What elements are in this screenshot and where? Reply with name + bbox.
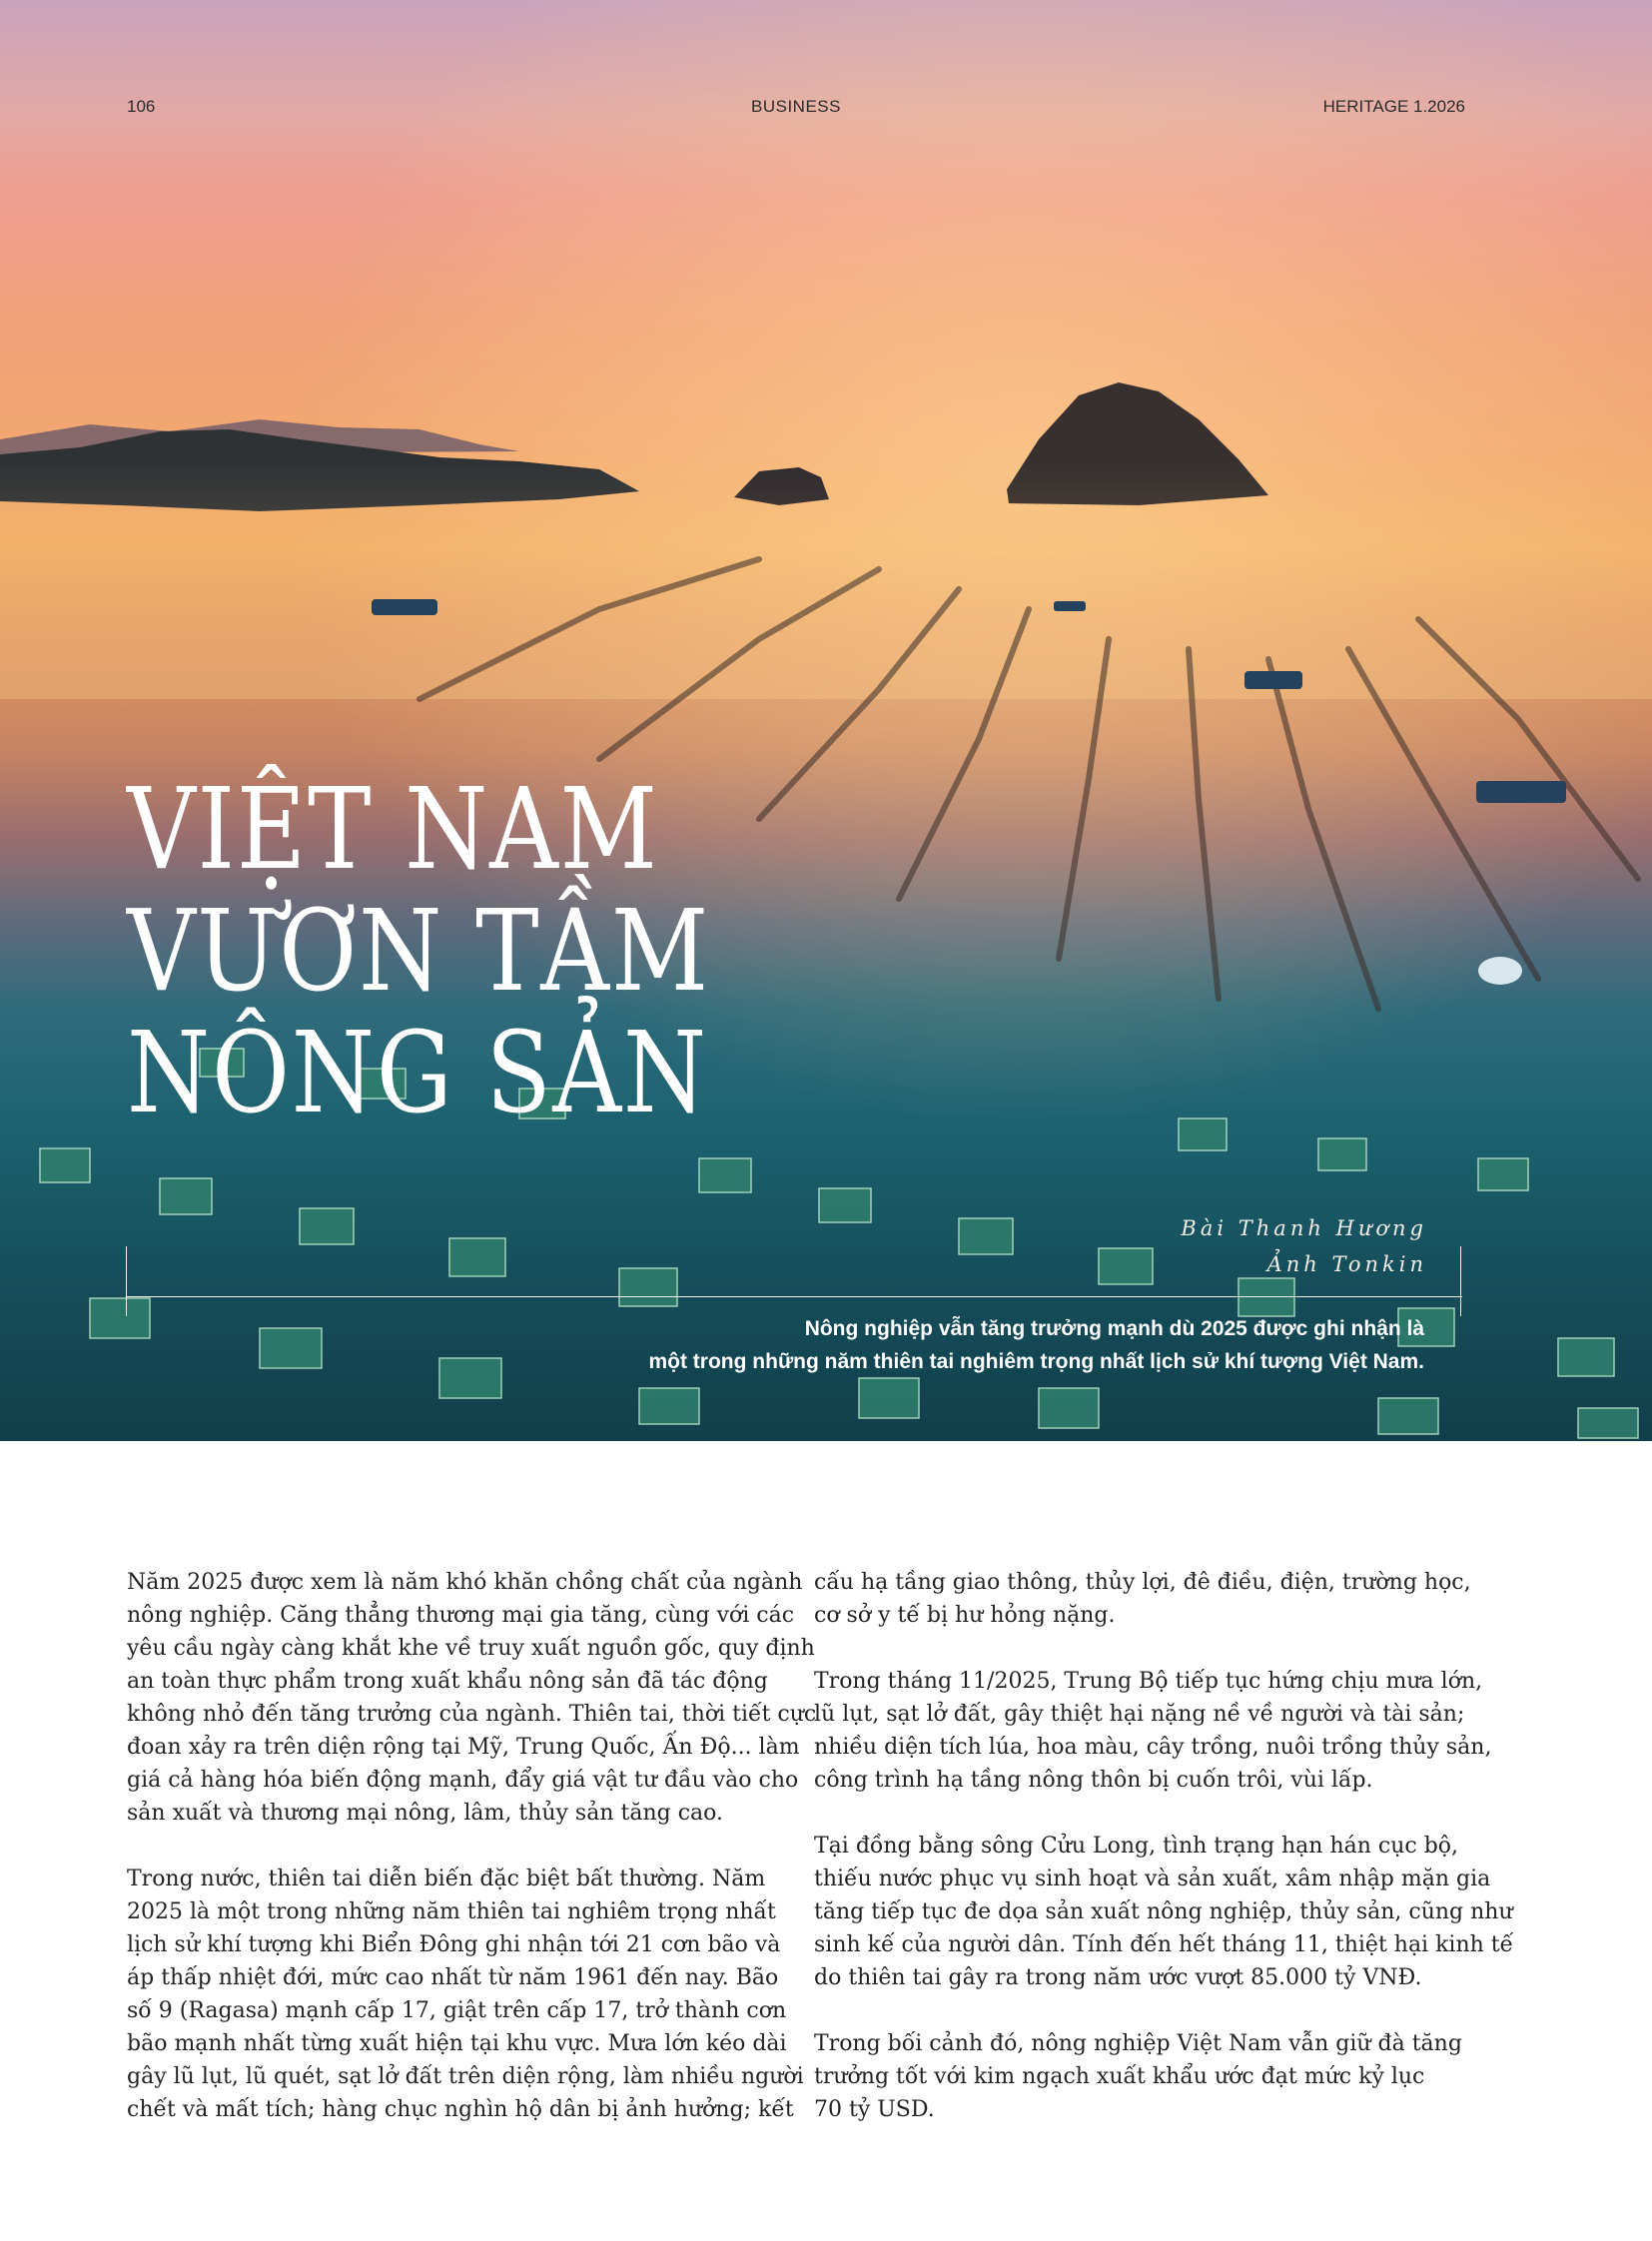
body-column-left xyxy=(127,1566,817,2159)
sea-horizon-glow xyxy=(0,459,1652,699)
text-line: cơ sở y tế bị hư hỏng nặng. xyxy=(814,1603,1116,1628)
lede-line: một trong những năm thiên tai nghiêm trọng nhất lịch sử khí tượng Việt Nam. xyxy=(648,1350,1424,1373)
text-line: Tại đồng bằng sông Cửu Long, tình trạng hạn hán cục bộ, xyxy=(814,1834,1459,1859)
text-line: nhiều diện tích lúa, hoa màu, cây trồng, nuôi trồng thủy sản, xyxy=(814,1735,1492,1760)
text-line: Năm 2025 được xem là năm khó khăn chồng chất của ngành xyxy=(127,1570,803,1595)
title-line: VƯƠN TẦM xyxy=(127,887,710,1017)
text-line: cấu hạ tầng giao thông, thủy lợi, đê điều, điện, trường học, xyxy=(814,1570,1471,1595)
text-line: giá cả hàng hóa biến động mạnh, đẩy giá vật tư đầu vào cho xyxy=(127,1768,799,1793)
paragraph xyxy=(814,1566,1473,1632)
text-line: đoan xảy ra trên diện rộng tại Mỹ, Trung Quốc, Ấn Độ... làm xyxy=(127,1735,800,1760)
text-line: gây lũ lụt, lũ quét, sạt lở đất trên diện rộng, làm nhiều người xyxy=(127,2064,804,2089)
text-line: trưởng tốt với kim ngạch xuất khẩu ước đạt mức kỷ lục xyxy=(814,2064,1425,2089)
photo-credit: Ảnh Tonkin xyxy=(1266,1252,1427,1276)
frame-rule-horizontal xyxy=(127,1296,1462,1297)
paragraph xyxy=(127,1863,804,2126)
text-line: Trong nước, thiên tai diễn biến đặc biệt bất thường. Năm xyxy=(127,1867,766,1891)
text-line: yêu cầu ngày càng khắt khe về truy xuất nguồn gốc, quy định xyxy=(127,1636,815,1661)
text-line: thiếu nước phục vụ sinh hoạt và sản xuất, xâm nhập mặn gia xyxy=(814,1867,1491,1891)
text-line: 70 tỷ USD. xyxy=(814,2097,935,2122)
text-line: Trong tháng 11/2025, Trung Bộ tiếp tục hứng chịu mưa lớn, xyxy=(814,1669,1483,1694)
article-lede xyxy=(525,1312,1424,1378)
text-line: Trong bối cảnh đó, nông nghiệp Việt Nam vẫn giữ đà tăng xyxy=(814,2031,1462,2056)
section-label: BUSINESS xyxy=(751,97,841,116)
text-line: sản xuất và thương mại nông, lâm, thủy sản tăng cao. xyxy=(127,1801,723,1826)
paragraph xyxy=(127,1566,817,1830)
text-line: 2025 là một trong những năm thiên tai nghiêm trọng nhất xyxy=(127,1899,776,1924)
text-line: do thiên tai gây ra trong năm ước vượt 85.000 tỷ VNĐ. xyxy=(814,1965,1422,1990)
text-line: tăng tiếp tục đe dọa sản xuất nông nghiệp, thủy sản, cũng như xyxy=(814,1899,1513,1924)
text-line: lũ lụt, sạt lở đất, gây thiệt hại nặng nề về người và tài sản; xyxy=(814,1702,1465,1727)
page-header xyxy=(127,97,1465,121)
text-line: chết và mất tích; hàng chục nghìn hộ dân bị ảnh hưởng; kết xyxy=(127,2097,794,2122)
title-line: NÔNG SẢN xyxy=(127,1009,708,1138)
paragraph xyxy=(814,1830,1514,1994)
text-line: an toàn thực phẩm trong xuất khẩu nông sản đã tác động xyxy=(127,1669,768,1694)
article-title xyxy=(127,765,891,1138)
byline: Bài Thanh Hương xyxy=(1181,1216,1427,1240)
issue-label: HERITAGE 1.2026 xyxy=(1322,97,1465,116)
lede-line: Nông nghiệp vẫn tăng trưởng mạnh dù 2025 được ghi nhận là xyxy=(804,1317,1424,1340)
text-line: nông nghiệp. Căng thẳng thương mại gia tăng, cùng với các xyxy=(127,1603,795,1628)
paragraph xyxy=(814,1665,1492,1797)
paragraph xyxy=(814,2027,1473,2126)
text-line: công trình hạ tầng nông thôn bị cuốn trôi, vùi lấp. xyxy=(814,1768,1373,1793)
text-line: sinh kế của người dân. Tính đến hết tháng 11, thiệt hại kinh tế xyxy=(814,1932,1514,1957)
text-line: lịch sử khí tượng khi Biển Đông ghi nhận tới 21 cơn bão và xyxy=(127,1932,781,1957)
article-credits xyxy=(1028,1210,1427,1282)
title-line: VIỆT NAM xyxy=(127,765,659,895)
text-line: số 9 (Ragasa) mạnh cấp 17, giật trên cấp 17, trở thành cơn xyxy=(127,1998,787,2023)
text-line: bão mạnh nhất từng xuất hiện tại khu vực. Mưa lớn kéo dài xyxy=(127,2031,787,2056)
text-line: áp thấp nhiệt đới, mức cao nhất từ năm 1961 đến nay. Bão xyxy=(127,1965,779,1990)
text-line: không nhỏ đến tăng trưởng của ngành. Thiên tai, thời tiết cực xyxy=(127,1702,817,1727)
frame-rule-right xyxy=(1460,1246,1461,1316)
body-column-right xyxy=(814,1566,1514,2159)
frame-rule-left xyxy=(126,1246,127,1316)
page-number: 106 xyxy=(127,97,156,116)
